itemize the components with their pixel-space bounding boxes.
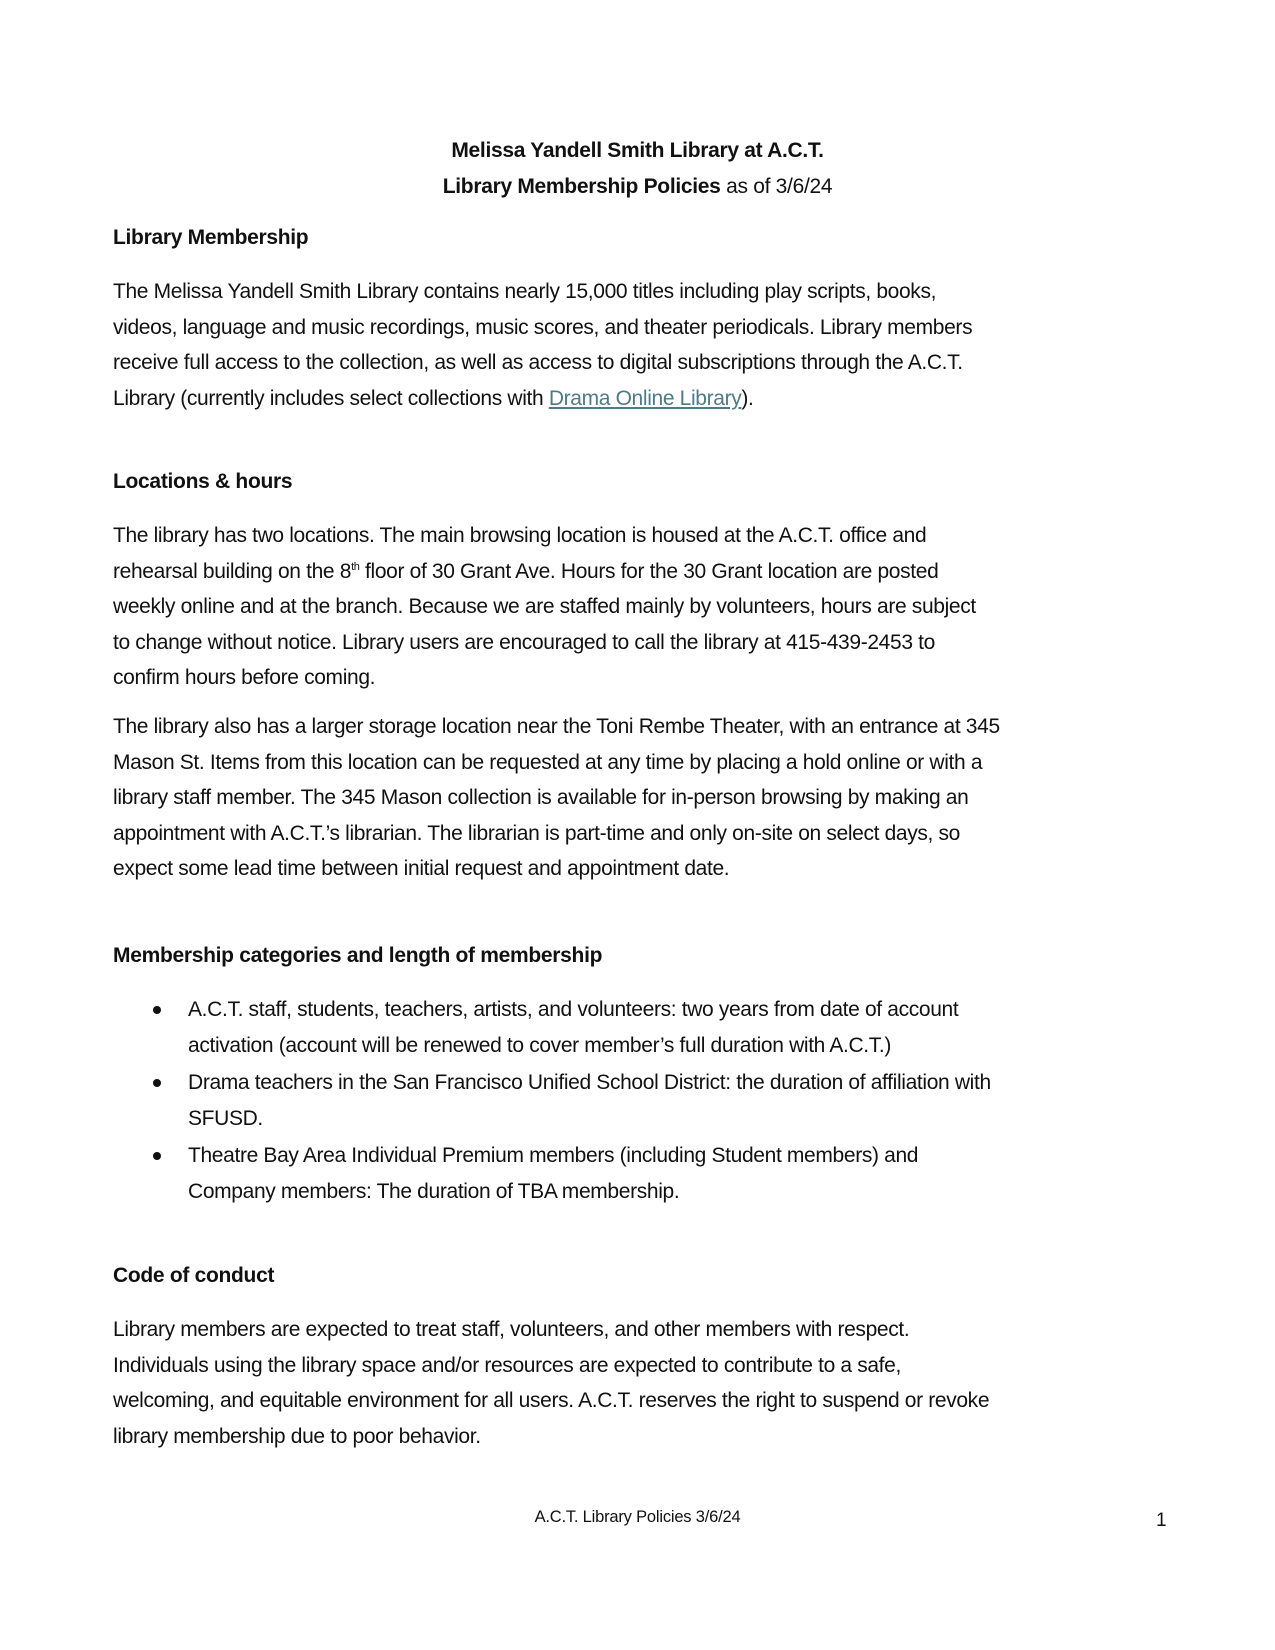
text-line: The library also has a larger storage location near the Toni Rembe Theater, with an entrance at 345 bbox=[113, 715, 1000, 738]
document-title bbox=[0, 133, 1275, 169]
text-line: library staff member. The 345 Mason collection is available for in-person browsing by making an bbox=[113, 786, 969, 809]
text-line: A.C.T. staff, students, teachers, artists, and volunteers: two years from date of account bbox=[188, 998, 959, 1021]
text-line: to change without notice. Library users are encouraged to call the library at 415-439-2453 to bbox=[113, 630, 935, 654]
subtitle-bold: Library Membership Policies bbox=[442, 175, 721, 198]
page-number: 1 bbox=[1156, 1510, 1167, 1531]
text-line: Library members are expected to treat staff, volunteers, and other members with respect. bbox=[113, 1318, 910, 1341]
text-line: The library has two locations. The main browsing location is housed at the A.C.T. office and bbox=[113, 524, 927, 547]
text-line: Theatre Bay Area Individual Premium members (including Student members) and bbox=[188, 1144, 919, 1167]
heading-code-of-conduct: Code of conduct bbox=[113, 1264, 275, 1287]
text-line: The Melissa Yandell Smith Library contains nearly 15,000 titles including play scripts, books, bbox=[113, 280, 937, 303]
bullet-icon bbox=[153, 1079, 161, 1087]
text-line: Individuals using the library space and/or resources are expected to contribute to a safe, bbox=[113, 1353, 901, 1377]
bullet-icon bbox=[153, 1006, 161, 1014]
text-line bbox=[113, 554, 1173, 590]
paragraph-code-of-conduct bbox=[113, 1312, 1173, 1454]
text-line: library membership due to poor behavior. bbox=[113, 1424, 481, 1448]
text-line: confirm hours before coming. bbox=[113, 666, 376, 689]
text-fragment: rehearsal building on the 8 bbox=[113, 559, 352, 583]
text-line: SFUSD. bbox=[188, 1106, 263, 1130]
document-subtitle bbox=[0, 169, 1275, 205]
text-line bbox=[113, 381, 1173, 417]
text-line: Drama teachers in the San Francisco Unified School District: the duration of affiliation with bbox=[188, 1071, 991, 1094]
text-line: videos, language and music recordings, music scores, and theater periodicals. Library members bbox=[113, 315, 973, 339]
text-line: activation (account will be renewed to cover member’s full duration with A.C.T.) bbox=[188, 1033, 892, 1057]
membership-categories-list bbox=[113, 992, 1173, 1211]
text-fragment: ). bbox=[741, 386, 754, 410]
list-item bbox=[113, 1065, 1173, 1136]
text-fragment: floor of 30 Grant Ave. Hours for the 30 Grant location are posted bbox=[359, 559, 939, 583]
drama-online-library-link[interactable]: Drama Online Library bbox=[548, 386, 742, 410]
bullet-icon bbox=[153, 1152, 161, 1160]
heading-membership-categories: Membership categories and length of membership bbox=[113, 944, 603, 967]
superscript: th bbox=[351, 560, 360, 573]
text-fragment: Library (currently includes select collections with bbox=[113, 386, 549, 410]
text-line: appointment with A.C.T.’s librarian. The librarian is part-time and only on-site on select days, so bbox=[113, 821, 961, 845]
subtitle-date: as of 3/6/24 bbox=[720, 175, 833, 198]
list-item bbox=[113, 992, 1173, 1063]
paragraph-library-membership bbox=[113, 274, 1173, 416]
list-item bbox=[113, 1138, 1173, 1209]
text-line: welcoming, and equitable environment for all users. A.C.T. reserves the right to suspend or revoke bbox=[113, 1389, 990, 1412]
paragraph-locations-2 bbox=[113, 709, 1173, 887]
text-line: Mason St. Items from this location can be requested at any time by placing a hold online or with a bbox=[113, 750, 983, 774]
heading-library-membership: Library Membership bbox=[113, 226, 309, 249]
page-footer: A.C.T. Library Policies 3/6/24 bbox=[534, 1508, 741, 1526]
text-line: Company members: The duration of TBA membership. bbox=[188, 1179, 680, 1203]
paragraph-locations-1 bbox=[113, 518, 1173, 696]
heading-locations-hours: Locations & hours bbox=[113, 470, 293, 493]
text-line: receive full access to the collection, as well as access to digital subscriptions through the A.C.T. bbox=[113, 351, 963, 374]
text-line: expect some lead time between initial request and appointment date. bbox=[113, 857, 730, 880]
text-line: weekly online and at the branch. Because we are staffed mainly by volunteers, hours are subject bbox=[113, 595, 976, 618]
title-line-1: Melissa Yandell Smith Library at A.C.T. bbox=[451, 139, 824, 162]
